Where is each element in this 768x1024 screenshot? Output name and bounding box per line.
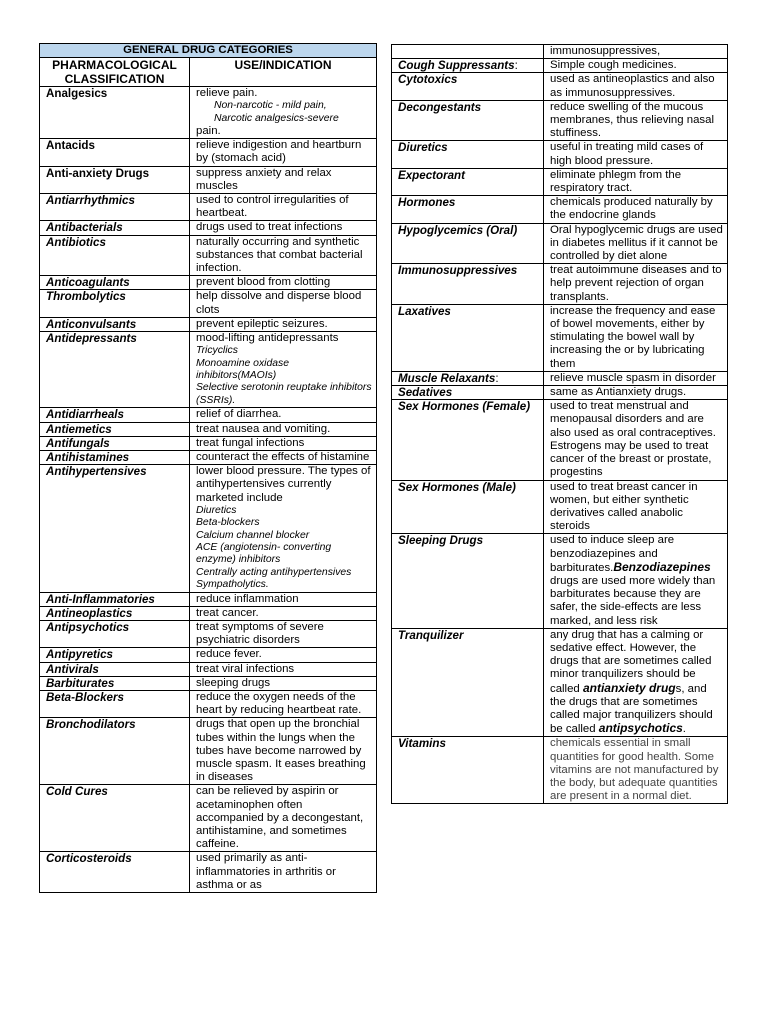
- drug-class-name: Anticonvulsants: [40, 317, 190, 331]
- table-row: [40, 465, 377, 592]
- table-row: [40, 718, 377, 785]
- use-text: prevent epileptic seizures.: [196, 317, 328, 330]
- use-text: can be relieved by aspirin or acetaminophen often accompanied by a decongestant, antihistamine, and sometimes caffeine.: [196, 785, 364, 851]
- use-text: counteract the effects of histamine: [196, 450, 370, 463]
- drug-class-name: Muscle Relaxants:: [392, 371, 544, 385]
- use-text: treat symptoms of severe psychiatric disorders: [196, 620, 324, 647]
- use-text: drugs are used more widely than barbiturates because they are safer, the side-effects are less marked, and less risk: [550, 574, 716, 627]
- drug-use: [544, 534, 728, 628]
- table-row: [392, 73, 728, 100]
- table-row: [392, 59, 728, 73]
- drug-class-name: Anticoagulants: [40, 276, 190, 290]
- table-row: [392, 386, 728, 400]
- drug-use: [190, 317, 377, 331]
- table-row: [40, 620, 377, 647]
- drug-use: [190, 87, 377, 139]
- sub-type: Calcium channel blocker: [196, 529, 310, 541]
- use-text: treat viral infections: [196, 662, 295, 675]
- drug-class-name: Sex Hormones (Female): [392, 400, 544, 480]
- sub-type: ACE (angiotensin- converting enzyme) inhibitors: [196, 541, 332, 566]
- drug-class-name: Antidiarrheals: [40, 408, 190, 422]
- drug-use: [190, 662, 377, 676]
- table-row: [40, 648, 377, 662]
- drug-class-name: Antibacterials: [40, 221, 190, 235]
- table-row: [40, 662, 377, 676]
- table-row: [40, 332, 377, 408]
- use-text: treat nausea and vomiting.: [196, 422, 331, 435]
- drug-class-name: Antivirals: [40, 662, 190, 676]
- drug-class-name: Sedatives: [392, 386, 544, 400]
- table-row: [40, 221, 377, 235]
- use-text: prevent blood from clotting: [196, 276, 331, 289]
- drug-class-name: Antidepressants: [40, 332, 190, 408]
- drug-class-name: Antiarrhythmics: [40, 194, 190, 221]
- use-text: naturally occurring and synthetic substances that combat bacterial infection.: [196, 235, 363, 275]
- use-text: used to treat breast cancer in women, but either synthetic derivatives called anabolic steroids: [550, 480, 698, 533]
- use-text: relieve indigestion and heartburn by (stomach acid): [196, 139, 362, 165]
- drug-class-name: Anti-anxiety Drugs: [40, 166, 190, 193]
- drug-use: [190, 436, 377, 450]
- table-row: [40, 436, 377, 450]
- sub-type: Diuretics: [196, 504, 237, 516]
- drug-class-name: Antibiotics: [40, 235, 190, 276]
- drug-class-name: Diuretics: [392, 141, 544, 168]
- drug-class-name: [392, 45, 544, 59]
- drug-class-name: Antiemetics: [40, 422, 190, 436]
- table-row: [392, 141, 728, 168]
- drug-class-name: Bronchodilators: [40, 718, 190, 785]
- table-row: [40, 87, 377, 139]
- table-row: [392, 400, 728, 480]
- drug-use: [190, 276, 377, 290]
- drug-class-name: Antihistamines: [40, 450, 190, 464]
- use-text: increase the frequency and ease of bowel movements, either by stimulating the bowel wall by increasing the or by lubricating them: [550, 304, 716, 370]
- table-row: [392, 264, 728, 305]
- drug-use: [190, 194, 377, 221]
- drug-use: [190, 606, 377, 620]
- drug-use: [544, 196, 728, 223]
- table-row: [40, 690, 377, 717]
- table-row: [392, 100, 728, 141]
- table-row: [40, 276, 377, 290]
- drug-use: [544, 45, 728, 59]
- table-row: [40, 785, 377, 852]
- use-text: .: [682, 723, 686, 736]
- drug-use: [544, 737, 728, 804]
- use-text: relief of diarrhea.: [196, 408, 282, 421]
- name-suffix: :: [514, 59, 518, 73]
- drug-class-name: Antipyretics: [40, 648, 190, 662]
- table-row: [392, 371, 728, 385]
- sub-type: Tricyclics: [196, 345, 238, 357]
- drug-class-name: Decongestants: [392, 100, 544, 141]
- table-row: [40, 139, 377, 166]
- drug-use: [544, 371, 728, 385]
- sub-type: Monoamine oxidase inhibitors(MAOIs): [196, 357, 289, 382]
- drug-use: [190, 408, 377, 422]
- use-text: chemicals produced naturally by the endocrine glands: [550, 196, 713, 222]
- use-text: sleeping drugs: [196, 676, 271, 689]
- table-row: [40, 592, 377, 606]
- drug-class-name: Antipsychotics: [40, 620, 190, 647]
- drug-use: [544, 223, 728, 264]
- drug-class-name: Cytotoxics: [392, 73, 544, 100]
- emphasized-term: antipsychotics: [598, 721, 683, 736]
- drug-use: [544, 168, 728, 195]
- emphasized-term: Benzodiazepines: [613, 559, 711, 574]
- drug-class-name: Hormones: [392, 196, 544, 223]
- use-text: eliminate phlegm from the respiratory tract.: [550, 168, 682, 195]
- use-text: used to control irregularities of heartbeat.: [196, 194, 349, 220]
- table-row: [392, 304, 728, 371]
- use-text: chemicals essential in small quantities for good health. Some vitamins are not manufactured by the body, but adequate quantities are present in a normal diet.: [550, 737, 719, 803]
- table-title: GENERAL DRUG CATEGORIES: [40, 44, 377, 58]
- name-suffix: :: [495, 371, 499, 385]
- use-text: reduce the oxygen needs of the heart by reducing heartbeat rate.: [196, 690, 362, 717]
- use-text-continued: pain.: [196, 125, 221, 138]
- use-text: used primarily as anti-inflammatories in arthritis or asthma or as: [196, 852, 336, 891]
- drug-use: [190, 852, 377, 893]
- table-row: [40, 852, 377, 893]
- use-text: relieve pain.: [196, 87, 258, 99]
- drug-class-name: Thrombolytics: [40, 290, 190, 317]
- table-row: [392, 737, 728, 804]
- drug-class-name: Analgesics: [40, 87, 190, 139]
- drug-class-name: Anti-Inflammatories: [40, 592, 190, 606]
- emphasized-term: antianxiety drug: [582, 680, 676, 695]
- drug-use: [190, 648, 377, 662]
- drug-use: [190, 676, 377, 690]
- drug-class-name: Barbiturates: [40, 676, 190, 690]
- drug-class-name: Sex Hormones (Male): [392, 480, 544, 534]
- drug-use: [190, 221, 377, 235]
- use-text: drugs used to treat infections: [196, 221, 343, 234]
- table-row: [40, 450, 377, 464]
- use-text: treat cancer.: [196, 606, 259, 619]
- use-text: any drug that has a calming or sedative effect. However, the drugs that are sometimes called minor tranquilizers should be called: [550, 628, 712, 695]
- drug-class-name: Antacids: [40, 139, 190, 166]
- drug-use: [190, 465, 377, 592]
- use-text: immunosuppressives,: [550, 45, 661, 57]
- use-text: reduce fever.: [196, 648, 262, 661]
- drug-use: [190, 290, 377, 317]
- left-drug-table: [39, 43, 377, 893]
- table-row: [392, 168, 728, 195]
- drug-class-name: Tranquilizer: [392, 628, 544, 737]
- table-row: [40, 166, 377, 193]
- drug-use: [190, 166, 377, 193]
- drug-class-name: Beta-Blockers: [40, 690, 190, 717]
- drug-use: [190, 620, 377, 647]
- sub-type: Non-narcotic - mild pain,: [214, 100, 327, 112]
- drug-class-name: Immunosuppressives: [392, 264, 544, 305]
- drug-use: [190, 592, 377, 606]
- drug-use: [544, 73, 728, 100]
- drug-use: [544, 400, 728, 480]
- table-row: [392, 628, 728, 737]
- use-text: Simple cough medicines.: [550, 59, 677, 72]
- drug-use: [544, 59, 728, 73]
- use-text: suppress anxiety and relax muscles: [196, 166, 332, 192]
- use-text: used to treat menstrual and menopausal disorders and are also used as oral contraceptives. Estrogens may be used to treat cancer of the breast or prostate, progestins: [550, 400, 716, 479]
- drug-use: [190, 422, 377, 436]
- table-row: [40, 422, 377, 436]
- drug-use: [544, 480, 728, 534]
- use-text: treat fungal infections: [196, 436, 305, 449]
- use-text: reduce swelling of the mucous membranes, thus relieving nasal stuffiness.: [550, 100, 714, 140]
- column-header-classification: PHARMACOLOGICAL CLASSIFICATION: [40, 58, 190, 87]
- drug-class-name: Sleeping Drugs: [392, 534, 544, 628]
- table-row: [392, 480, 728, 534]
- drug-class-name: Laxatives: [392, 304, 544, 371]
- use-text: Oral hypoglycemic drugs are used in diabetes mellitus if it cannot be controlled by diet alone: [550, 223, 723, 263]
- use-text: used as antineoplastics and also as immunosuppressives.: [550, 73, 715, 99]
- use-text: relieve muscle spasm in disorder: [550, 371, 716, 384]
- drug-use: [190, 785, 377, 852]
- drug-use: [190, 718, 377, 785]
- column-header-use: USE/INDICATION: [190, 58, 377, 87]
- table-row: [392, 534, 728, 628]
- drug-use: [544, 304, 728, 371]
- use-text: help dissolve and disperse blood clots: [196, 290, 362, 316]
- use-text: lower blood pressure. The types of antihypertensives currently marketed include: [196, 465, 371, 504]
- drug-use: [544, 264, 728, 305]
- table-row: [40, 408, 377, 422]
- drug-use: [190, 450, 377, 464]
- drug-class-name: Antifungals: [40, 436, 190, 450]
- table-row: [40, 290, 377, 317]
- drug-class-name: Cold Cures: [40, 785, 190, 852]
- use-text: mood-lifting antidepressants: [196, 332, 339, 345]
- table-row: [392, 223, 728, 264]
- drug-use: [190, 690, 377, 717]
- right-drug-table: [391, 44, 728, 804]
- drug-class-name: Corticosteroids: [40, 852, 190, 893]
- sub-type: Sympatholytics.: [196, 579, 269, 591]
- table-row: [40, 317, 377, 331]
- use-text: s, and the drugs that are sometimes called major tranquilizers should be called: [550, 682, 713, 736]
- drug-class-name: Hypoglycemics (Oral): [392, 223, 544, 264]
- drug-use: [544, 628, 728, 737]
- use-text: used to induce sleep are benzodiazepines and barbiturates.: [550, 534, 675, 574]
- table-row: [392, 45, 728, 59]
- use-text: drugs that open up the bronchial tubes within the lungs when the tubes have become narrowed by muscle spasm. It eases breathing in diseases: [196, 718, 366, 784]
- table-row: [40, 606, 377, 620]
- drug-use: [544, 100, 728, 141]
- drug-class-name: Antineoplastics: [40, 606, 190, 620]
- drug-class-name: Antihypertensives: [40, 465, 190, 592]
- drug-use: [190, 332, 377, 408]
- sub-type: Beta-blockers: [196, 517, 260, 529]
- use-text: useful in treating mild cases of high blood pressure.: [550, 141, 704, 167]
- use-text: reduce inflammation: [196, 592, 299, 605]
- drug-use: [544, 141, 728, 168]
- use-text: same as Antianxiety drugs.: [550, 386, 687, 399]
- use-text: treat autoimmune diseases and to help prevent rejection of organ transplants.: [550, 264, 722, 303]
- drug-class-name: Cough Suppressants:: [392, 59, 544, 73]
- drug-use: [190, 235, 377, 276]
- sub-type: Narcotic analgesics-severe: [214, 112, 339, 124]
- drug-class-name: Expectorant: [392, 168, 544, 195]
- drug-class-name: Vitamins: [392, 737, 544, 804]
- table-row: [40, 676, 377, 690]
- drug-use: [544, 386, 728, 400]
- table-row: [40, 235, 377, 276]
- sub-type: Selective serotonin reuptake inhibitors (SSRIs).: [196, 382, 372, 406]
- table-row: [392, 196, 728, 223]
- drug-use: [190, 139, 377, 166]
- table-row: [40, 194, 377, 221]
- sub-type: Centrally acting antihypertensives: [196, 566, 352, 578]
